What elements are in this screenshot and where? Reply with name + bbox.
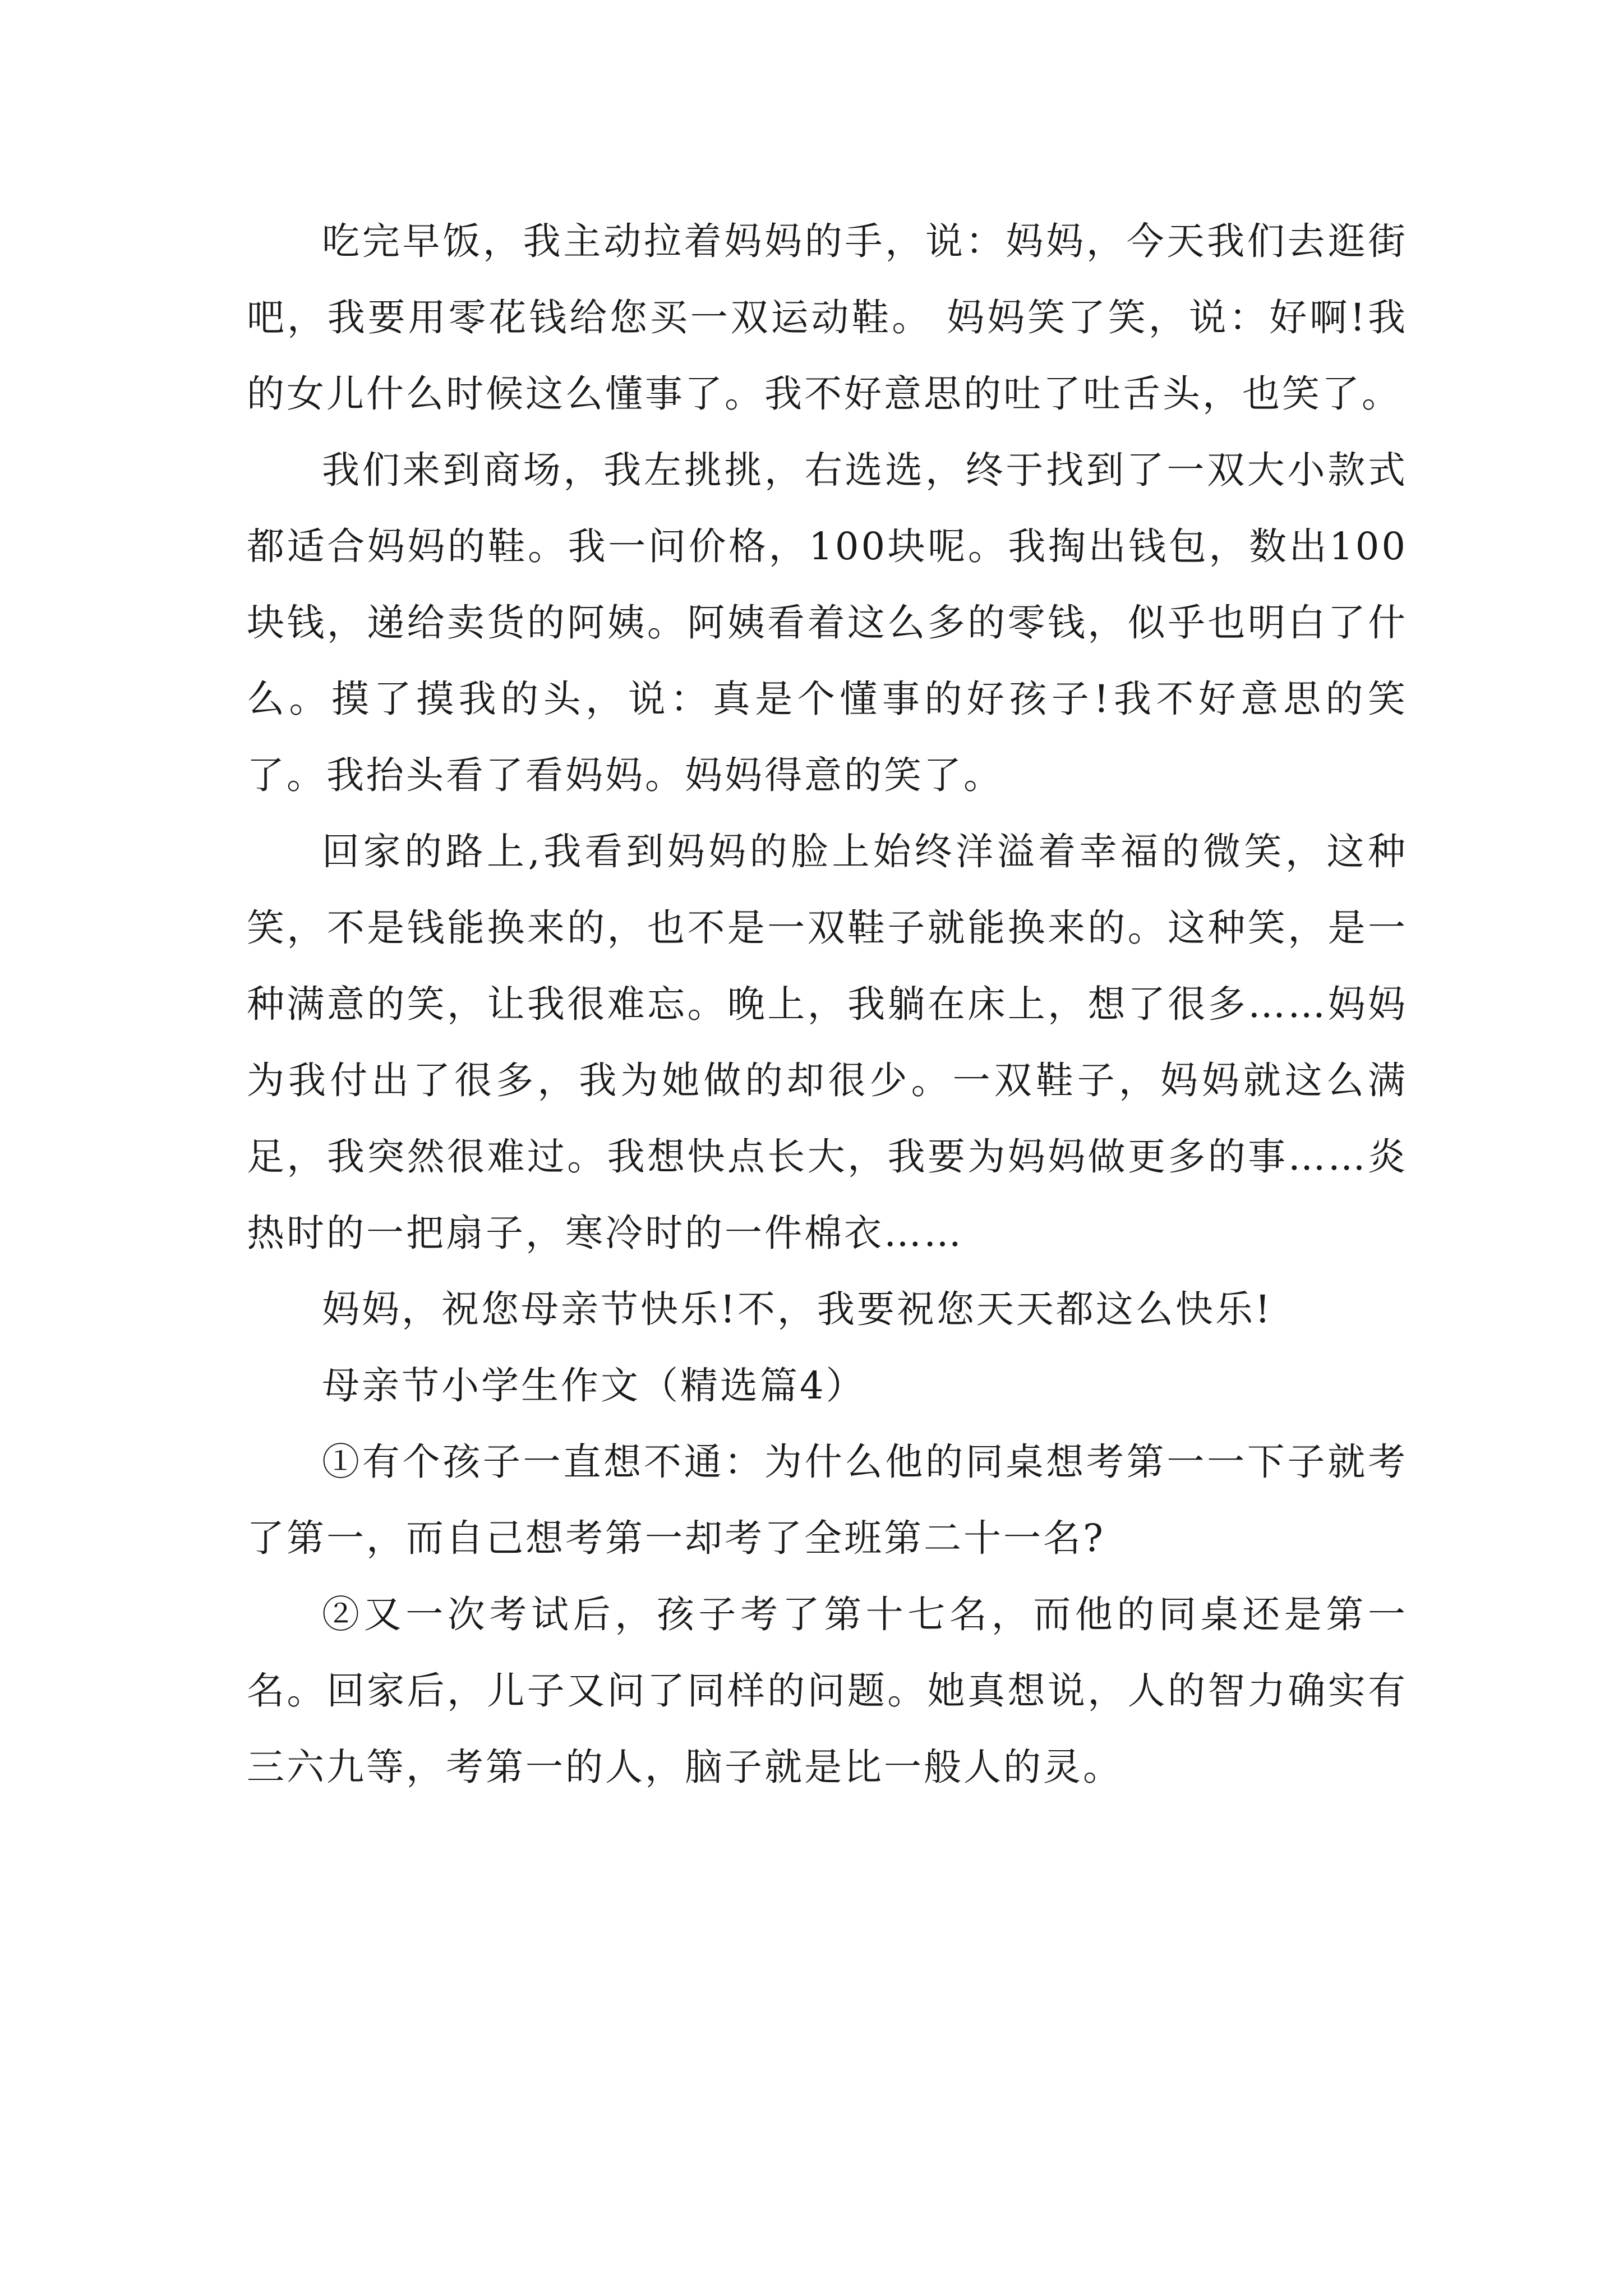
paragraph-breakfast: 吃完早饭，我主动拉着妈妈的手，说：妈妈，今天我们去逛街吧，我要用零花钱给您买一双运动鞋。 妈妈笑了笑，说：好啊!我的女儿什么时候这么懂事了。我不好意思的吐了吐舌头，也笑了。 <box>247 219 1408 416</box>
paragraph-item-2: ②又一次考试后，孩子考了第十七名，而他的同桌还是第一名。回家后，儿子又问了同样的问题。她真想说，人的智力确实有三六九等，考第一的人，脑子就是比一般人的灵。 <box>247 1593 1408 1789</box>
paragraph-wish: 妈妈，祝您母亲节快乐!不，我要祝您天天都这么快乐! <box>322 1287 1272 1331</box>
document-body <box>247 203 1408 1805</box>
paragraph-mall: 我们来到商场，我左挑挑，右选选，终于找到了一双大小款式都适合妈妈的鞋。我一问价格，100块呢。我掏出钱包，数出100块钱，递给卖货的阿姨。阿姨看着这么多的零钱，似乎也明白了什么。摸了摸我的头，说：真是个懂事的好孩子!我不好意思的笑了。我抬头看了看妈妈。妈妈得意的笑了。 <box>247 448 1408 797</box>
paragraph-item-1: ①有个孩子一直想不通：为什么他的同桌想考第一一下子就考了第一，而自己想考第一却考了全班第二十一名? <box>247 1440 1408 1560</box>
paragraph-way-home: 回家的路上,我看到妈妈的脸上始终洋溢着幸福的微笑，这种笑，不是钱能换来的，也不是一双鞋子就能换来的。这种笑，是一种满意的笑，让我很难忘。晚上，我躺在床上，想了很多……妈妈为我付出了很多，我为她做的却很少。一双鞋子，妈妈就这么满足，我突然很难过。我想快点长大，我要为妈妈做更多的事……炎热时的一把扇子，寒冷时的一件棉衣…… <box>247 830 1408 1255</box>
section-heading: 母亲节小学生作文（精选篇4） <box>322 1364 866 1407</box>
